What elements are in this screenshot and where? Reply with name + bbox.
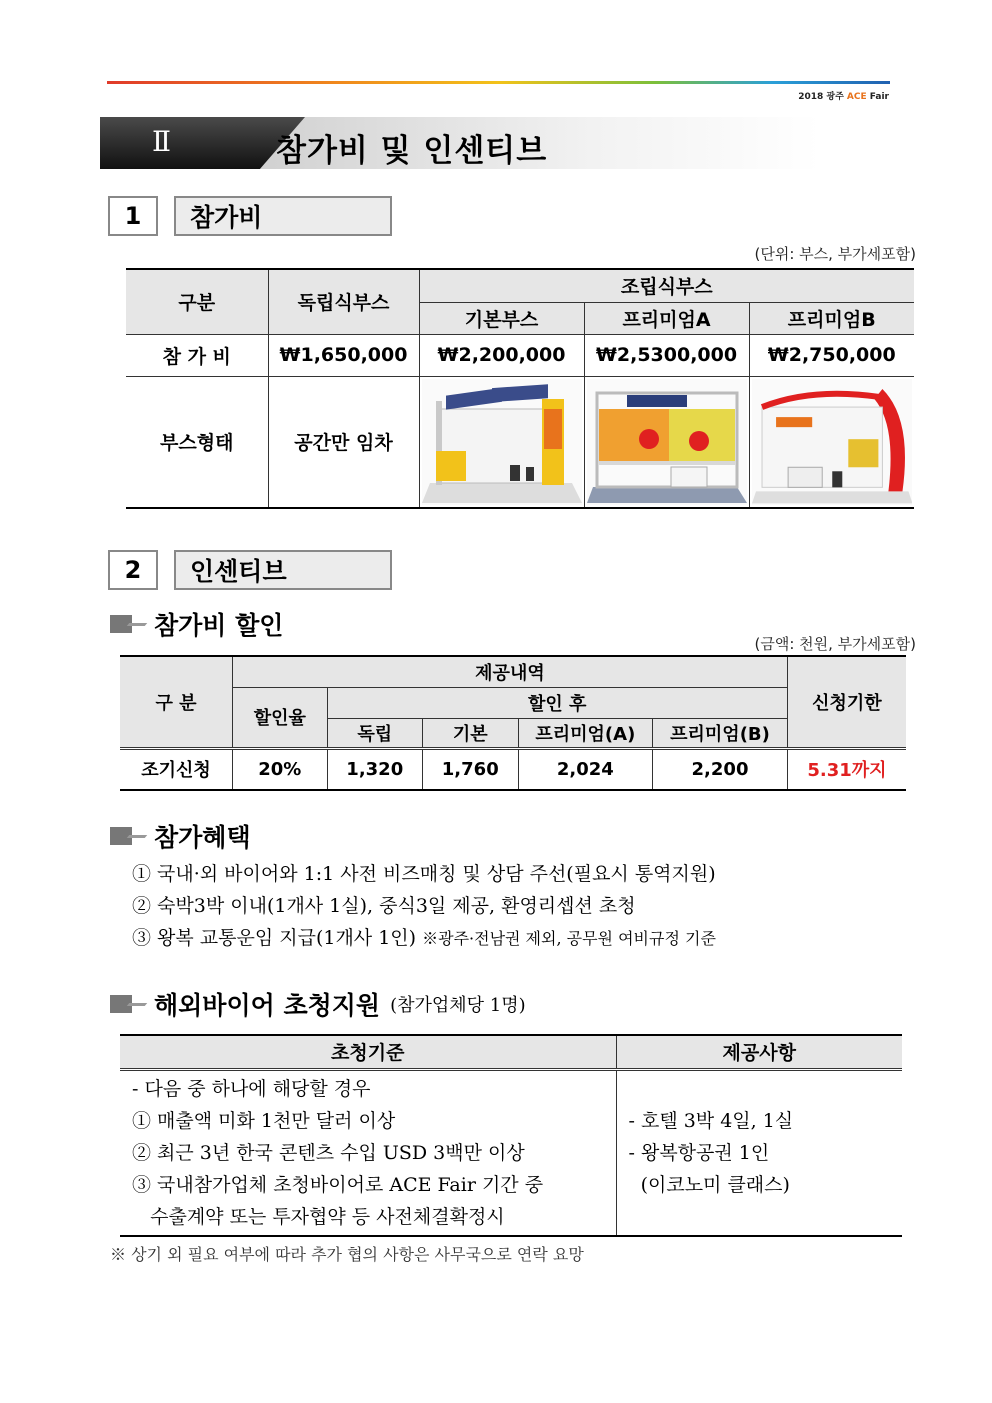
booth-premB-image [749, 376, 914, 508]
buyer-criteria-cell [120, 1069, 616, 1236]
disc-h-basic: 기본 [423, 718, 518, 748]
form-row-label: 부스형태 [126, 376, 268, 508]
benefit-item: ① 국내·외 바이어와 1:1 사전 비즈매칭 및 상담 주선(필요시 통역지원) [132, 863, 716, 885]
discount-table [120, 655, 906, 791]
disc-premB: 2,200 [653, 748, 788, 790]
disc-h-premB: 프리미엄(B) [653, 718, 788, 748]
square-bullet-icon [110, 995, 132, 1013]
disc-basic: 1,760 [423, 748, 518, 790]
fee-h-premB: 프리미엄B [749, 302, 914, 334]
square-bullet-icon [110, 615, 132, 633]
criteria-line: ② 최근 3년 한국 콘텐츠 수입 USD 3백만 이상 [132, 1141, 525, 1164]
section1-unit: (단위: 부스, 부가세포함) [754, 245, 916, 263]
chapter-number: Ⅱ [152, 125, 172, 158]
disc-h-after: 할인 후 [327, 687, 787, 718]
disc-h-category: 구 분 [120, 656, 233, 748]
square-bullet-icon [110, 827, 132, 845]
fee-h-basic: 기본부스 [419, 302, 584, 334]
booth-premA-illustration [587, 379, 747, 505]
disc-h-deadline: 신청기한 [787, 656, 906, 748]
benefits-list [132, 858, 716, 955]
footnote: ※ 상기 외 필요 여부에 따라 추가 협의 사항은 사무국으로 연락 요망 [110, 1245, 584, 1264]
provided-line: - 호텔 3박 4일, 1실 [628, 1109, 794, 1132]
chapter-title: 참가비 및 인센티브 [276, 133, 548, 169]
provided-line: (이코노미 클래스) [628, 1173, 790, 1196]
buyer-provided-cell [616, 1069, 902, 1236]
benefit-item-note: ※광주·전남권 제외, 공무원 여비규정 기준 [422, 929, 716, 948]
booth-basic-illustration [422, 379, 582, 505]
booth-basic-image [419, 376, 584, 508]
fee-row-label: 참 가 비 [126, 334, 268, 376]
fee-independent: ₩1,650,000 [268, 334, 419, 376]
disc-deadline: 5.31까지 [787, 748, 906, 790]
benefit-item: ② 숙박3박 이내(1개사 1실), 중식3일 제공, 환영리셉션 초청 [132, 895, 636, 917]
header-color-line [107, 81, 890, 84]
criteria-line: - 다음 중 하나에 해당할 경우 [132, 1077, 371, 1100]
benefits-heading: 참가혜택 [110, 818, 251, 854]
brand-logo: 2018 광주 ACE Fair [798, 92, 889, 102]
buyer-h-criteria: 초청기준 [120, 1035, 616, 1069]
provided-line: - 왕복항공권 1인 [628, 1141, 770, 1164]
booth-premA-image [584, 376, 749, 508]
disc-ind: 1,320 [327, 748, 422, 790]
buyer-heading: 해외바이어 초청지원 (참가업체당 1명) [110, 986, 526, 1022]
fee-h-premA: 프리미엄A [584, 302, 749, 334]
disc-h-ind: 독립 [327, 718, 422, 748]
section2-number: 2 [108, 550, 158, 590]
fee-table [126, 268, 914, 509]
fee-h-assembled: 조립식부스 [419, 269, 914, 302]
fee-premA: ₩2,5300,000 [584, 334, 749, 376]
section1-title: 참가비 [174, 196, 392, 236]
fee-h-independent: 독립식부스 [268, 269, 419, 334]
discount-heading: 참가비 할인 [110, 606, 283, 642]
criteria-line: ① 매출액 미화 1천만 달러 이상 [132, 1109, 396, 1132]
disc-h-premA: 프리미엄(A) [518, 718, 653, 748]
buyer-table [120, 1034, 902, 1237]
disc-h-provided: 제공내역 [233, 656, 788, 687]
disc-row-label: 조기신청 [120, 748, 233, 790]
form-independent: 공간만 임차 [268, 376, 419, 508]
criteria-line: 수출계약 또는 투자협약 등 사전체결확정시 [132, 1205, 505, 1228]
criteria-line: ③ 국내참가업체 초청바이어로 ACE Fair 기간 중 [132, 1173, 544, 1196]
section1-number: 1 [108, 196, 158, 236]
booth-premB-illustration [752, 379, 913, 505]
fee-basic: ₩2,200,000 [419, 334, 584, 376]
section2-title: 인센티브 [174, 550, 392, 590]
benefit-item: ③ 왕복 교통운임 지급(1개사 1인) ※광주·전남권 제외, 공무원 여비규정 기준 [132, 927, 716, 949]
disc-h-rate: 할인율 [233, 687, 327, 748]
disc-rate: 20% [233, 748, 327, 790]
discount-unit: (금액: 천원, 부가세포함) [754, 635, 916, 653]
fee-h-category: 구분 [126, 269, 268, 334]
buyer-h-provided: 제공사항 [616, 1035, 902, 1069]
buyer-subheading: (참가업체당 1명) [390, 995, 526, 1016]
fee-premB: ₩2,750,000 [749, 334, 914, 376]
chapter-banner [100, 117, 820, 169]
disc-premA: 2,024 [518, 748, 653, 790]
